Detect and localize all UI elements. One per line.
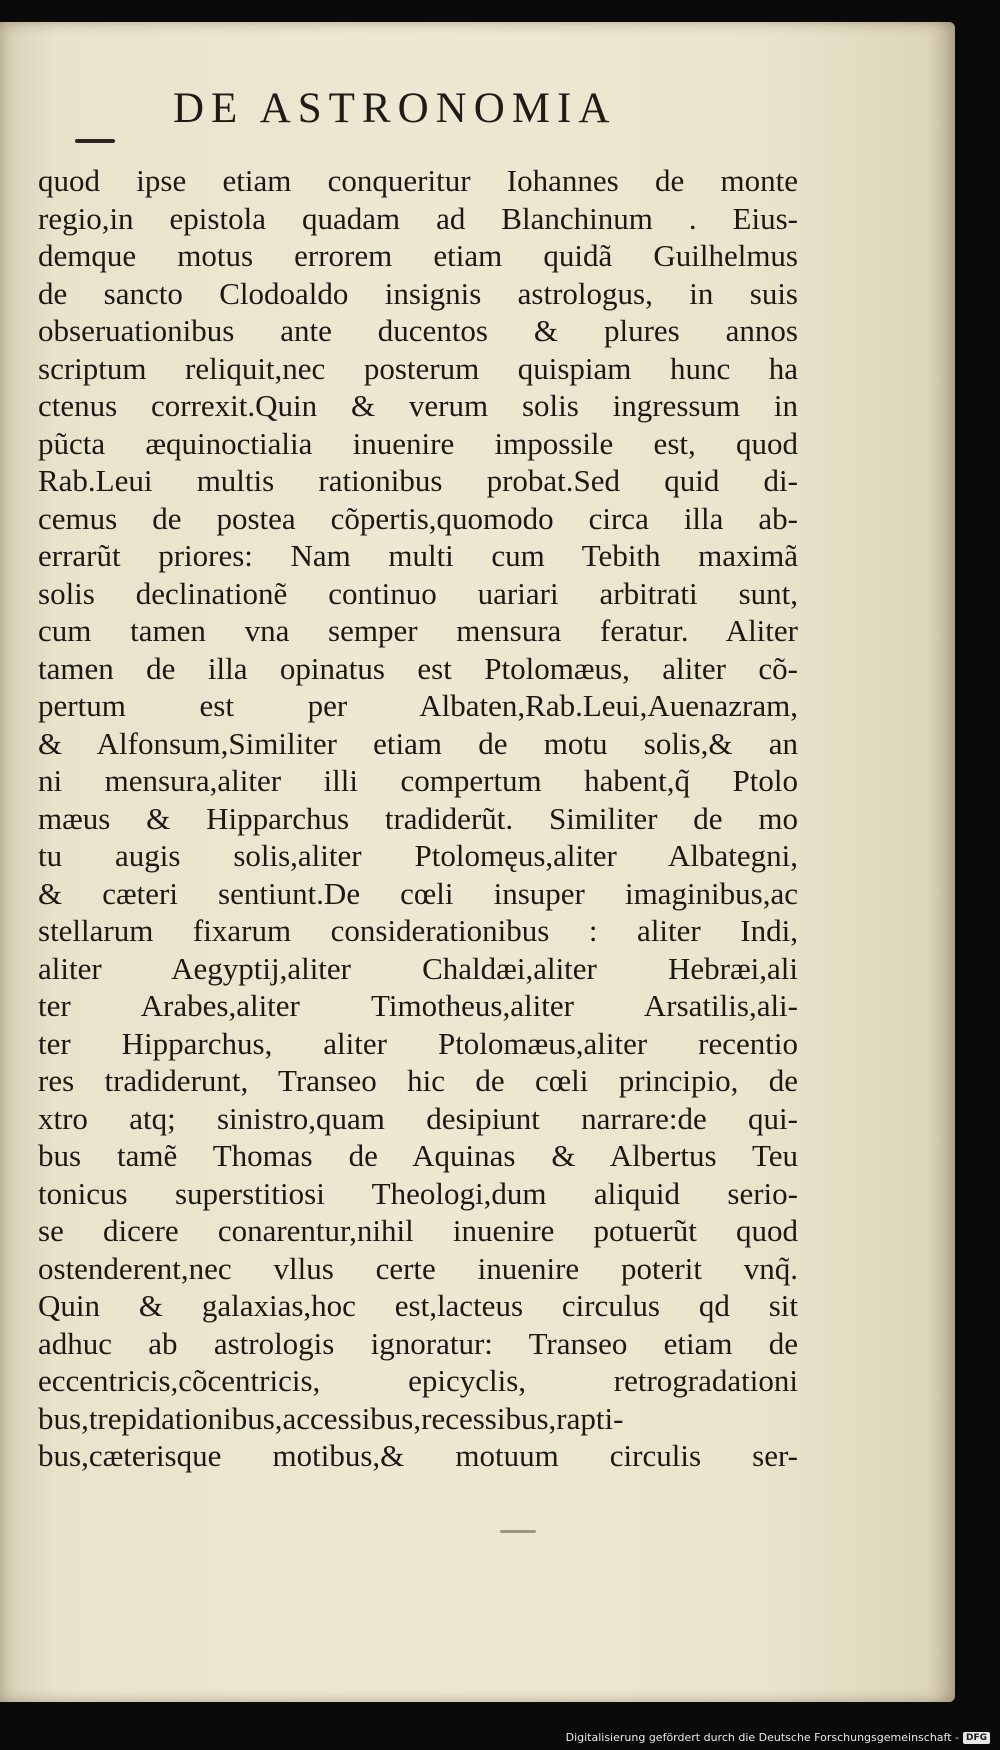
text-line: bus tamẽ Thomas de Aquinas & Albertus Teu	[38, 1138, 798, 1173]
text-line: ctenus correxit.Quin & verum solis ingressum in	[38, 388, 798, 423]
text-line: tamen de illa opinatus est Ptolomæus, aliter cõ-	[38, 650, 798, 686]
text-line: ter Hipparchus, aliter Ptolomæus,aliter recentio	[38, 1025, 798, 1061]
ornament-mark	[75, 139, 115, 143]
text-block	[38, 162, 798, 1475]
text-line: pũcta æquinoctialia inuenire impossile est, quod	[38, 425, 798, 461]
text-line: ostenderent,nec vllus certe inuenire poterit vnq̃.	[38, 1250, 798, 1286]
text-line: demque motus errorem etiam quidã Guilhelmus	[38, 238, 798, 273]
text-line: eccentricis,cõcentricis, epicyclis, retrogradationi	[38, 1363, 798, 1398]
text-line: de sancto Clodoaldo insignis astrologus, in suis	[38, 275, 798, 311]
text-line: tonicus superstitiosi Theologi,dum aliquid serio-	[38, 1175, 798, 1211]
digitization-credit	[566, 1731, 990, 1744]
text-line: Rab.Leui multis rationibus probat.Sed quid di-	[38, 463, 798, 498]
book-page	[0, 22, 955, 1702]
credit-text: Digitalisierung gefördert durch die Deutsche Forschungsgemeinschaft -	[565, 1731, 959, 1744]
text-line: stellarum fixarum considerationibus : aliter Indi,	[38, 913, 798, 948]
text-line: ter Arabes,aliter Timotheus,aliter Arsatilis,ali-	[38, 988, 798, 1023]
text-line: mæus & Hipparchus tradiderũt. Similiter de mo	[38, 800, 798, 836]
text-line: obseruationibus ante ducentos & plures annos	[38, 313, 798, 348]
text-line: Quin & galaxias,hoc est,lacteus circulus qd sit	[38, 1288, 798, 1323]
text-line: ni mensura,aliter illi compertum habent,q̃ Ptolo	[38, 763, 798, 798]
text-line: solis declinationẽ continuo uariari arbitrati sunt,	[38, 575, 798, 611]
text-line: quod ipse etiam conqueritur Iohannes de monte	[38, 163, 798, 198]
text-line: & Alfonsum,Similiter etiam de motu solis,& an	[38, 725, 798, 761]
text-line: bus,trepidationibus,accessibus,recessibus,rapti-	[38, 1400, 624, 1436]
text-line: tu augis solis,aliter Ptolomęus,aliter Albategni,	[38, 838, 798, 873]
text-line: se dicere conarentur,nihil inuenire potuerũt quod	[38, 1213, 798, 1248]
ink-smudge	[500, 1530, 536, 1533]
text-line: regio,in epistola quadam ad Blanchinum . Eius-	[38, 200, 798, 236]
text-line: bus,cæterisque motibus,& motuum circulis ser-	[38, 1438, 798, 1473]
text-line: adhuc ab astrologis ignoratur: Transeo etiam de	[38, 1325, 798, 1361]
page-title: DE ASTRONOMIA	[173, 85, 617, 132]
text-line: cum tamen vna semper mensura feratur. Aliter	[38, 613, 798, 648]
text-line: xtro atq; sinistro,quam desipiunt narrare:de qui-	[38, 1100, 798, 1136]
running-head	[95, 84, 735, 144]
text-line: & cæteri sentiunt.De cœli insuper imaginibus,ac	[38, 875, 798, 911]
text-line: errarũt priores: Nam multi cum Tebith maximã	[38, 538, 798, 573]
dfg-logo-icon: DFG	[963, 1732, 990, 1744]
text-line: pertum est per Albaten,Rab.Leui,Auenazram,	[38, 688, 798, 723]
text-line: cemus de postea cõpertis,quomodo circa illa ab-	[38, 500, 798, 536]
text-line: scriptum reliquit,nec posterum quispiam hunc ha	[38, 350, 798, 386]
text-line: aliter Aegyptij,aliter Chaldæi,aliter Hebræi,ali	[38, 950, 798, 986]
text-line: res tradiderunt, Transeo hic de cœli principio, de	[38, 1063, 798, 1098]
